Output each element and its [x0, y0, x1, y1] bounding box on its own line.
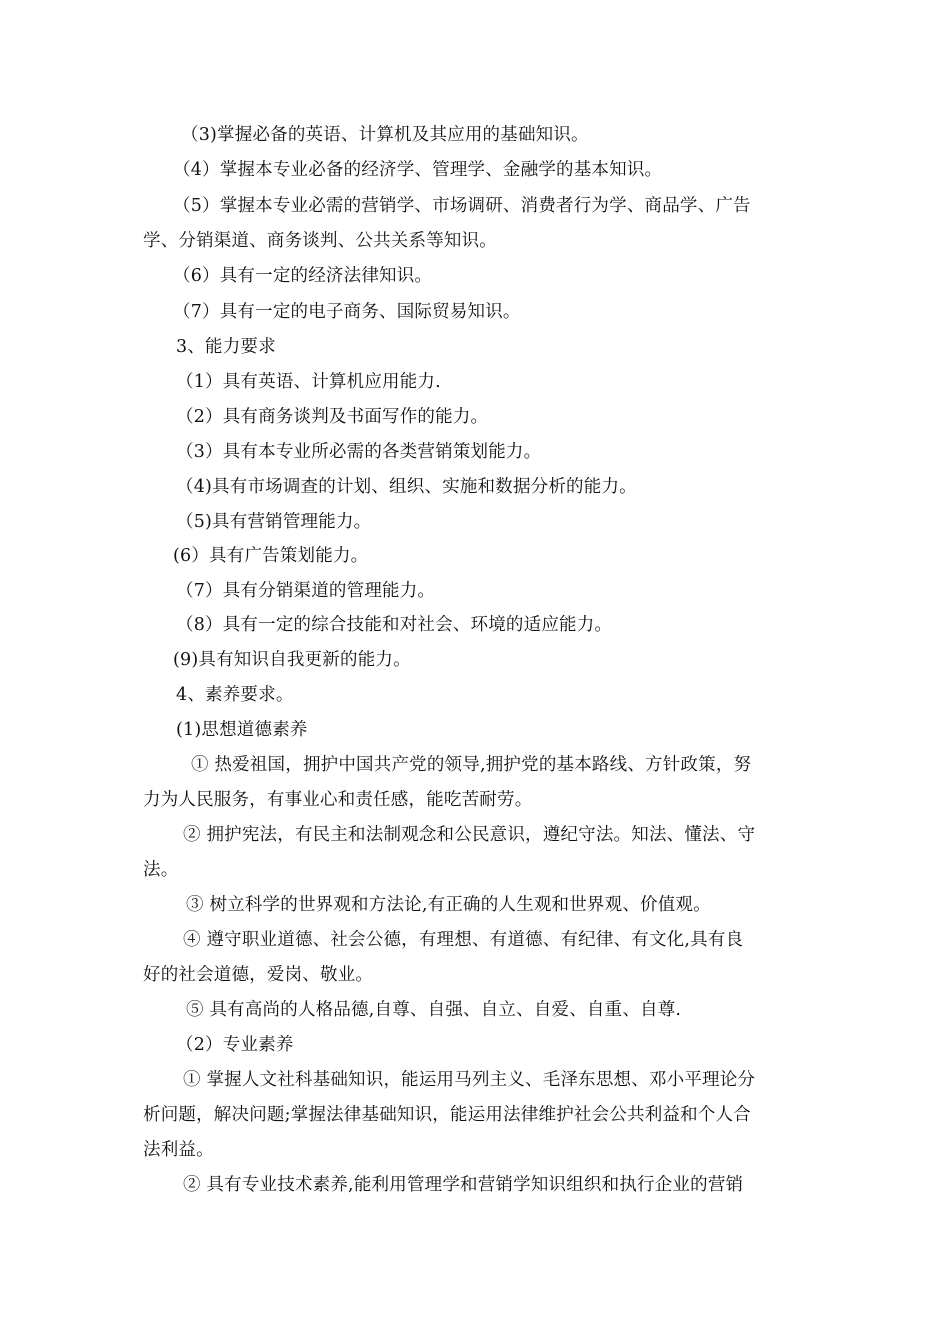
ability-item-5: （5)具有营销管理能力。 — [176, 512, 372, 532]
ability-item-3: （3）具有本专业所必需的各类营销策划能力。 — [176, 442, 542, 462]
professional-item-1-line-1: ① 掌握人文社科基础知识，能运用马列主义、毛泽东思想、邓小平理论分 — [183, 1070, 756, 1090]
moral-item-1-line-2: 力为人民服务，有事业心和责任感，能吃苦耐劳。 — [143, 790, 533, 810]
quality-subheading-moral: (1)思想道德素养 — [176, 720, 308, 740]
knowledge-item-4: （4）掌握本专业必备的经济学、管理学、金融学的基本知识。 — [173, 160, 663, 180]
section-heading-quality: 4、素养要求。 — [176, 685, 294, 705]
ability-item-2: （2）具有商务谈判及书面写作的能力。 — [176, 407, 489, 427]
ability-item-1: （1）具有英语、计算机应用能力. — [176, 372, 441, 392]
knowledge-item-5-line-2: 学、分销渠道、商务谈判、公共关系等知识。 — [143, 231, 497, 251]
ability-item-6: (6）具有广告策划能力。 — [173, 546, 369, 566]
knowledge-item-3: （3)掌握必备的英语、计算机及其应用的基础知识。 — [181, 125, 589, 145]
professional-item-1-line-2: 析问题，解决问题;掌握法律基础知识，能运用法律维护社会公共利益和个人合 — [143, 1105, 751, 1125]
moral-item-2-line-1: ② 拥护宪法，有民主和法制观念和公民意识，遵纪守法。知法、懂法、守 — [183, 825, 756, 845]
quality-subheading-professional: （2）专业素养 — [176, 1035, 294, 1055]
ability-item-7: （7）具有分销渠道的管理能力。 — [176, 581, 436, 601]
moral-item-1-line-1: ① 热爱祖国，拥护中国共产党的领导,拥护党的基本路线、方针政策，努 — [191, 755, 752, 775]
professional-item-1-line-3: 法利益。 — [143, 1140, 214, 1160]
knowledge-item-7: （7）具有一定的电子商务、国际贸易知识。 — [173, 302, 521, 322]
moral-item-4-line-1: ④ 遵守职业道德、社会公德，有理想、有道德、有纪律、有文化,具有良 — [183, 930, 744, 950]
moral-item-3: ③ 树立科学的世界观和方法论,有正确的人生观和世界观、价值观。 — [186, 895, 711, 915]
section-heading-ability: 3、能力要求 — [176, 337, 276, 357]
ability-item-8: （8）具有一定的综合技能和对社会、环境的适应能力。 — [176, 615, 613, 635]
ability-item-9: (9)具有知识自我更新的能力。 — [173, 650, 411, 670]
moral-item-4-line-2: 好的社会道德，爱岗、敬业。 — [143, 965, 374, 985]
moral-item-5: ⑤ 具有高尚的人格品德,自尊、自强、自立、自爱、自重、自尊. — [186, 1000, 682, 1020]
moral-item-2-line-2: 法。 — [143, 860, 179, 880]
knowledge-item-5-line-1: （5）掌握本专业必需的营销学、市场调研、消费者行为学、商品学、广告 — [173, 196, 751, 216]
professional-item-2-line-1: ② 具有专业技术素养,能利用管理学和营销学知识组织和执行企业的营销 — [183, 1175, 744, 1195]
ability-item-4: （4)具有市场调查的计划、组织、实施和数据分析的能力。 — [176, 477, 637, 497]
knowledge-item-6: （6）具有一定的经济法律知识。 — [173, 266, 433, 286]
